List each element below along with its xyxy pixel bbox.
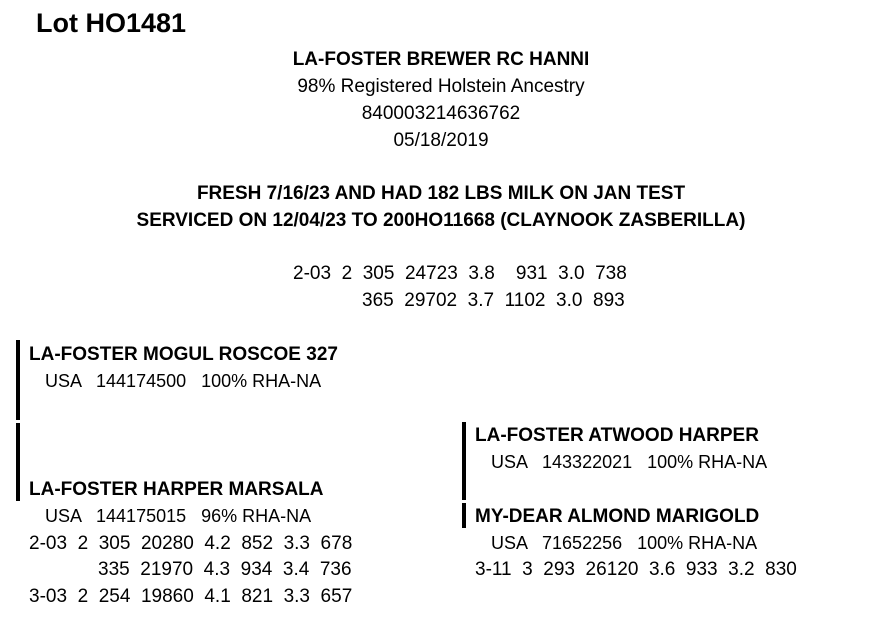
maternal-granddam-name: MY-DEAR ALMOND MARIGOLD: [475, 506, 760, 527]
maternal-granddam-info: USA 71652256 100% RHA-NA: [491, 533, 758, 553]
fresh-note: FRESH 7/16/23 AND HAD 182 LBS MILK ON JAN TEST: [196, 183, 686, 204]
sire-bracket-line: [16, 340, 20, 420]
maternal-grandsire-info: USA 143322021 100% RHA-NA: [491, 452, 768, 472]
animal-dob: 05/18/2019: [393, 130, 489, 151]
dam-record-2: 335 21970 4.3 934 3.4 736: [98, 559, 352, 580]
animal-name: LA-FOSTER BREWER RC HANNI: [292, 49, 590, 70]
animal-ancestry: 98% Registered Holstein Ancestry: [297, 76, 585, 97]
lot-number: Lot HO1481: [36, 8, 187, 38]
sire-info: USA 144174500 100% RHA-NA: [45, 371, 322, 391]
maternal-granddam-bracket-line: [462, 503, 466, 528]
animal-id: 840003214636762: [361, 103, 521, 124]
production-record-2: 365 29702 3.7 1102 3.0 893: [362, 290, 625, 311]
dam-record-1: 2-03 2 305 20280 4.2 852 3.3 678: [29, 533, 353, 554]
maternal-grandsire-bracket-line: [462, 422, 466, 500]
dam-name: LA-FOSTER HARPER MARSALA: [29, 479, 324, 500]
dam-info: USA 144175015 96% RHA-NA: [45, 506, 312, 526]
maternal-grandsire-name: LA-FOSTER ATWOOD HARPER: [475, 425, 759, 446]
dam-record-3: 3-03 2 254 19860 4.1 821 3.3 657: [29, 586, 353, 607]
production-record-1: 2-03 2 305 24723 3.8 931 3.0 738: [293, 263, 627, 284]
sire-name: LA-FOSTER MOGUL ROSCOE 327: [29, 344, 338, 365]
dam-bracket-line: [16, 423, 20, 501]
maternal-granddam-record-1: 3-11 3 293 26120 3.6 933 3.2 830: [475, 559, 797, 580]
serviced-note: SERVICED ON 12/04/23 TO 200HO11668 (CLAYNOOK ZASBERILLA): [136, 210, 746, 231]
